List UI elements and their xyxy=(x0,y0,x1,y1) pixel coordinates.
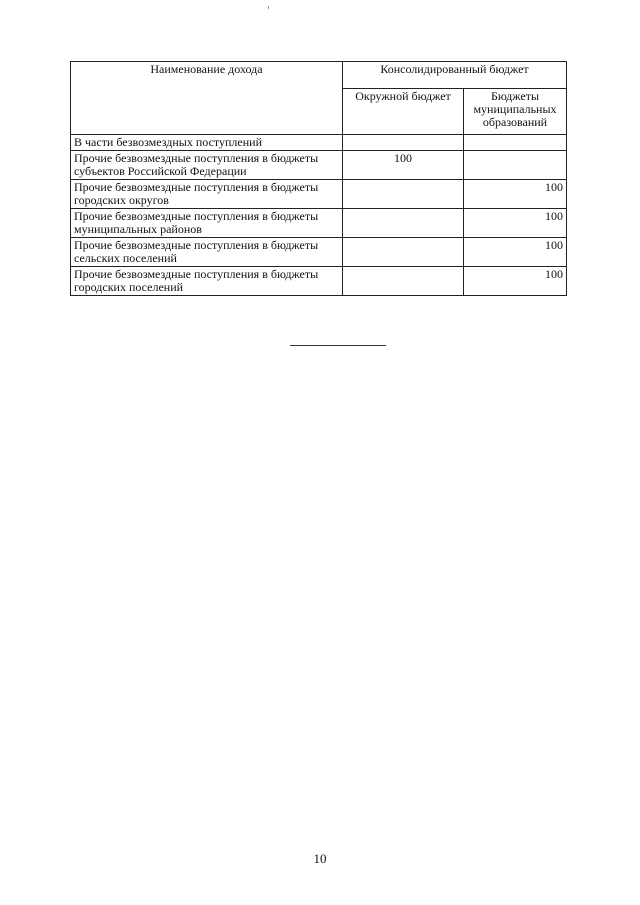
row-municipal-value: 100 xyxy=(464,267,567,296)
section-title: В части безвозмездных поступлений xyxy=(71,135,343,151)
table-row xyxy=(71,267,567,296)
budget-table xyxy=(70,61,567,296)
row-okrug-value xyxy=(343,267,464,296)
row-income-name: Прочие безвозмездные поступления в бюджеты сельских поселений xyxy=(71,238,343,267)
section-municipal-cell xyxy=(464,135,567,151)
row-municipal-value xyxy=(464,151,567,180)
row-okrug-value xyxy=(343,209,464,238)
table-row xyxy=(71,180,567,209)
table-row xyxy=(71,238,567,267)
header-row-1 xyxy=(71,62,567,89)
header-income-name: Наименование дохода xyxy=(71,62,343,135)
row-income-name: Прочие безвозмездные поступления в бюджеты субъектов Российской Федерации xyxy=(71,151,343,180)
row-okrug-value: 100 xyxy=(343,151,464,180)
header-municipal-budgets: Бюджеты муниципальных образований xyxy=(464,89,567,135)
table-row xyxy=(71,209,567,238)
separator-line xyxy=(290,345,386,346)
row-income-name: Прочие безвозмездные поступления в бюджеты городских округов xyxy=(71,180,343,209)
row-income-name: Прочие безвозмездные поступления в бюджеты городских поселений xyxy=(71,267,343,296)
row-municipal-value: 100 xyxy=(464,238,567,267)
section-row xyxy=(71,135,567,151)
header-consolidated-budget: Консолидированный бюджет xyxy=(343,62,567,89)
row-municipal-value: 100 xyxy=(464,180,567,209)
header-okrug-budget: Окружной бюджет xyxy=(343,89,464,135)
table-row xyxy=(71,151,567,180)
scan-mark xyxy=(268,6,269,9)
row-okrug-value xyxy=(343,180,464,209)
row-municipal-value: 100 xyxy=(464,209,567,238)
row-okrug-value xyxy=(343,238,464,267)
section-okrug-cell xyxy=(343,135,464,151)
page-number: 10 xyxy=(313,851,327,866)
row-income-name: Прочие безвозмездные поступления в бюджеты муниципальных районов xyxy=(71,209,343,238)
